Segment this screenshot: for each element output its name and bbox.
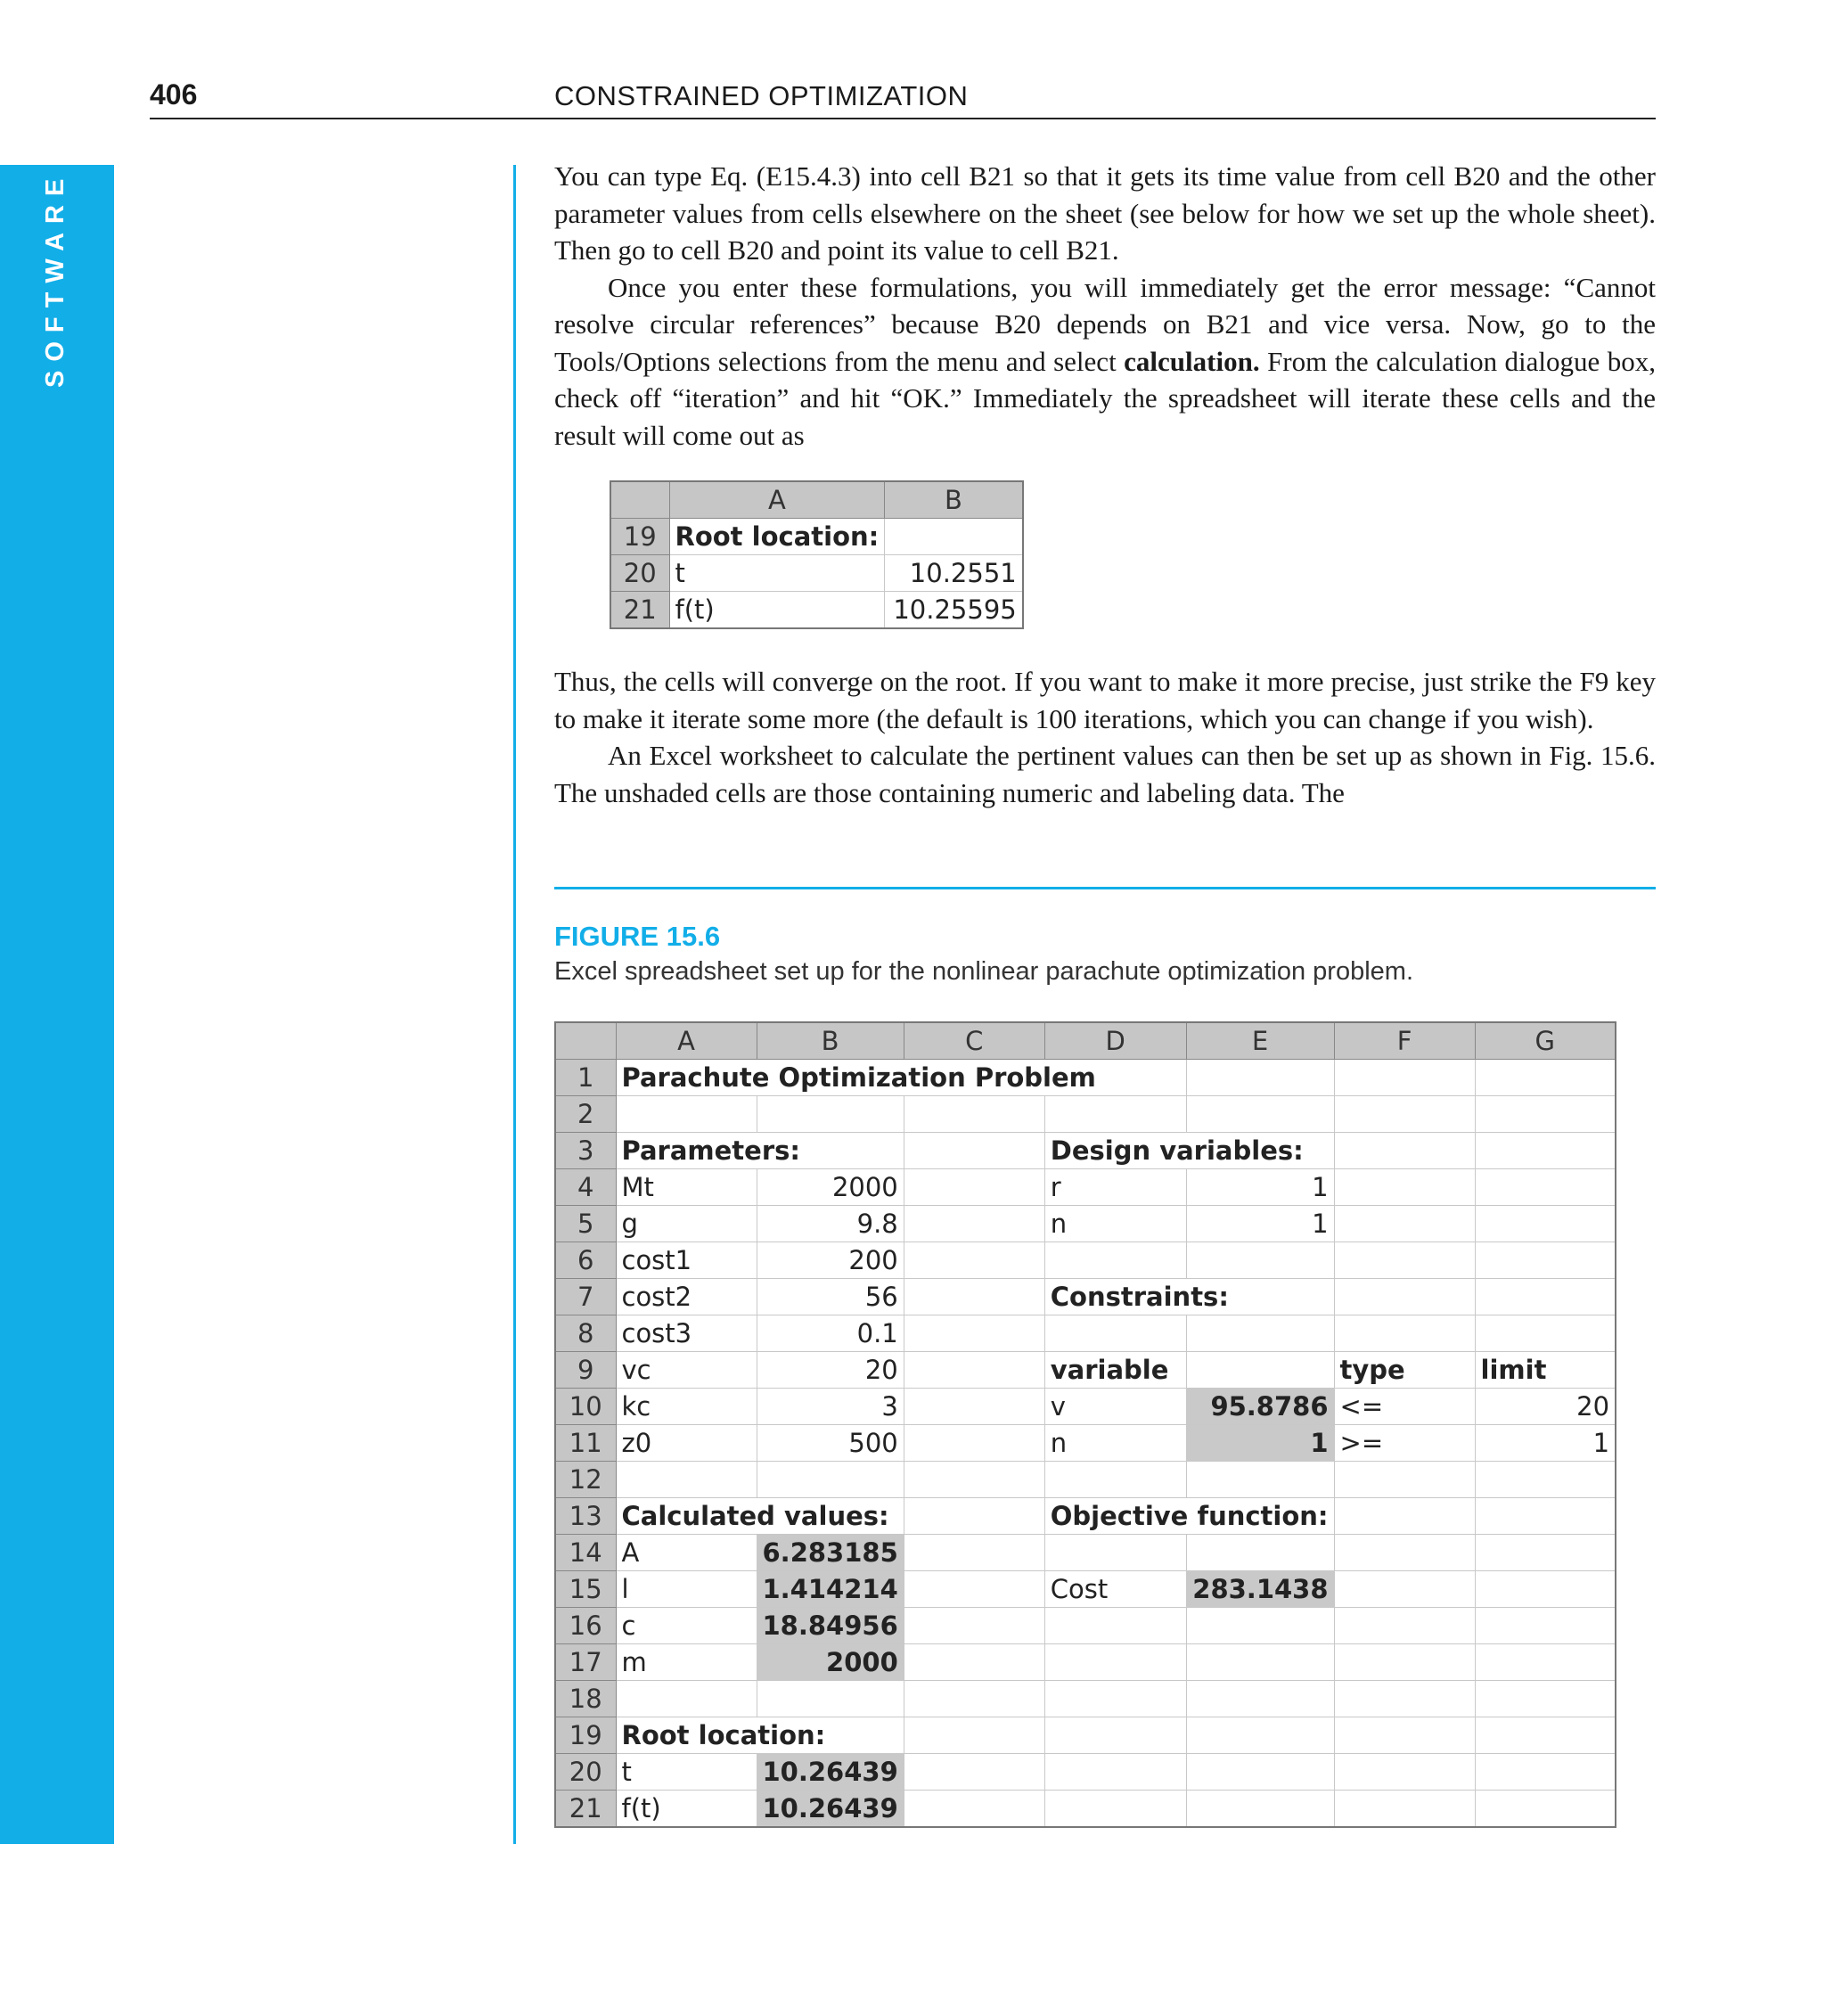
calculated-value: 18.84956 xyxy=(757,1608,904,1644)
cell: c xyxy=(616,1608,757,1644)
cell: vc xyxy=(616,1352,757,1389)
sheet-row xyxy=(555,1608,1616,1644)
column-header: E xyxy=(1186,1022,1334,1060)
cell: 0.1 xyxy=(757,1315,904,1352)
calculated-value: 6.283185 xyxy=(757,1535,904,1571)
root-value: 10.26439 xyxy=(757,1791,904,1828)
cell: m xyxy=(616,1644,757,1681)
figure-label: FIGURE 15.6 xyxy=(554,921,721,952)
cell xyxy=(885,519,1023,555)
row-header: 11 xyxy=(555,1425,616,1462)
row-header: 6 xyxy=(555,1242,616,1279)
cell xyxy=(904,1352,1044,1389)
cell: z0 xyxy=(616,1425,757,1462)
cell: v xyxy=(1044,1389,1186,1425)
cell xyxy=(616,1462,757,1498)
figure-rule xyxy=(554,887,1656,889)
row-header: 21 xyxy=(610,592,669,629)
cell xyxy=(1475,1571,1616,1608)
page-number: 406 xyxy=(150,78,198,111)
cell xyxy=(904,1791,1044,1828)
cell: 20 xyxy=(757,1352,904,1389)
cell: 1 xyxy=(1186,1169,1334,1206)
cell xyxy=(1186,1681,1334,1717)
cell: t xyxy=(616,1754,757,1791)
sheet-row xyxy=(555,1681,1616,1717)
row-header: 8 xyxy=(555,1315,616,1352)
cell xyxy=(1334,1681,1475,1717)
paragraph xyxy=(554,269,1656,455)
cell xyxy=(1186,1608,1334,1644)
row-header: 1 xyxy=(555,1060,616,1096)
cell: Cost xyxy=(1044,1571,1186,1608)
column-header: B xyxy=(757,1022,904,1060)
cell xyxy=(1186,1754,1334,1791)
cell: 3 xyxy=(757,1389,904,1425)
corner-cell xyxy=(610,481,669,519)
cell: 10.25595 xyxy=(885,592,1023,629)
cell xyxy=(757,1681,904,1717)
cell xyxy=(904,1462,1044,1498)
root-location-label: Root location: xyxy=(616,1717,904,1754)
constraints-label: Constraints: xyxy=(1044,1279,1334,1315)
cell xyxy=(1475,1608,1616,1644)
cell xyxy=(1044,1791,1186,1828)
sheet-title: Parachute Optimization Problem xyxy=(616,1060,1186,1096)
constraint-value: 1 xyxy=(1186,1425,1334,1462)
sheet-row xyxy=(555,1133,1616,1169)
cell xyxy=(1334,1791,1475,1828)
row-header: 17 xyxy=(555,1644,616,1681)
cell: >= xyxy=(1334,1425,1475,1462)
cell xyxy=(1475,1279,1616,1315)
cell xyxy=(1475,1498,1616,1535)
cell xyxy=(1334,1462,1475,1498)
cell xyxy=(1334,1315,1475,1352)
cell xyxy=(1334,1644,1475,1681)
sheet-row xyxy=(555,1754,1616,1791)
objective-value: 283.1438 xyxy=(1186,1571,1334,1608)
cell: t xyxy=(669,555,885,592)
cell: 20 xyxy=(1475,1389,1616,1425)
cell xyxy=(1475,1681,1616,1717)
cell xyxy=(1044,1754,1186,1791)
cell: Mt xyxy=(616,1169,757,1206)
sheet-row xyxy=(610,592,1023,629)
row-header: 3 xyxy=(555,1133,616,1169)
column-header: B xyxy=(885,481,1023,519)
row-header: 21 xyxy=(555,1791,616,1828)
cell xyxy=(904,1133,1044,1169)
cell xyxy=(1334,1169,1475,1206)
cell xyxy=(1334,1279,1475,1315)
cell: cost2 xyxy=(616,1279,757,1315)
calculated-values-label: Calculated values: xyxy=(616,1498,904,1535)
cell xyxy=(1186,1315,1334,1352)
cell xyxy=(1044,1315,1186,1352)
cell xyxy=(904,1169,1044,1206)
cell xyxy=(1186,1096,1334,1133)
row-header: 15 xyxy=(555,1571,616,1608)
cell xyxy=(1475,1754,1616,1791)
cell xyxy=(1044,1717,1186,1754)
cell xyxy=(1044,1644,1186,1681)
cell xyxy=(1475,1133,1616,1169)
margin-rule xyxy=(513,165,516,1844)
row-header: 2 xyxy=(555,1096,616,1133)
cell xyxy=(1334,1096,1475,1133)
row-header: 16 xyxy=(555,1608,616,1644)
constraint-header-variable: variable xyxy=(1044,1352,1186,1389)
sheet-row xyxy=(555,1791,1616,1828)
paragraph: You can type Eq. (E15.4.3) into cell B21 so that it gets its time value from cell B20 and the other parameter values from cells elsewhere on the sheet (see below for how we set up the whole sheet). Then go to cell B20 and point its value to cell B21. xyxy=(554,160,1656,266)
cell xyxy=(1044,1681,1186,1717)
cell xyxy=(904,1754,1044,1791)
cell xyxy=(1475,1315,1616,1352)
cell xyxy=(1475,1535,1616,1571)
sheet-row xyxy=(555,1462,1616,1498)
constraint-value: 95.8786 xyxy=(1186,1389,1334,1425)
cell xyxy=(904,1681,1044,1717)
sheet-row xyxy=(555,1206,1616,1242)
cell: cost3 xyxy=(616,1315,757,1352)
cell xyxy=(1475,1169,1616,1206)
objective-function-label: Objective function: xyxy=(1044,1498,1334,1535)
cell xyxy=(904,1717,1044,1754)
constraint-header-limit: limit xyxy=(1475,1352,1616,1389)
small-spreadsheet xyxy=(610,480,1024,629)
sheet-row xyxy=(555,1535,1616,1571)
row-header: 18 xyxy=(555,1681,616,1717)
cell xyxy=(616,1681,757,1717)
cell: f(t) xyxy=(616,1791,757,1828)
cell xyxy=(1334,1060,1475,1096)
sheet-row xyxy=(610,555,1023,592)
sheet-row xyxy=(555,1644,1616,1681)
sheet-row xyxy=(555,1279,1616,1315)
cell xyxy=(904,1389,1044,1425)
cell xyxy=(1186,1717,1334,1754)
body-text-bottom xyxy=(554,663,1656,811)
cell: l xyxy=(616,1571,757,1608)
cell: n xyxy=(1044,1206,1186,1242)
row-header: 7 xyxy=(555,1279,616,1315)
cell xyxy=(1475,1462,1616,1498)
sheet-row xyxy=(555,1352,1616,1389)
cell: 2000 xyxy=(757,1169,904,1206)
sheet-row xyxy=(555,1498,1616,1535)
cell: 56 xyxy=(757,1279,904,1315)
row-header: 12 xyxy=(555,1462,616,1498)
main-spreadsheet xyxy=(554,1021,1616,1828)
row-header: 4 xyxy=(555,1169,616,1206)
cell xyxy=(904,1206,1044,1242)
column-header-row xyxy=(555,1022,1616,1060)
cell xyxy=(1475,1644,1616,1681)
design-variables-label: Design variables: xyxy=(1044,1133,1334,1169)
cell: A xyxy=(616,1535,757,1571)
cell xyxy=(1044,1462,1186,1498)
column-header: F xyxy=(1334,1022,1475,1060)
cell xyxy=(1186,1462,1334,1498)
cell xyxy=(904,1425,1044,1462)
cell xyxy=(904,1644,1044,1681)
column-header: A xyxy=(616,1022,757,1060)
sheet-row xyxy=(555,1389,1616,1425)
running-head: CONSTRAINED OPTIMIZATION xyxy=(554,80,969,111)
cell xyxy=(904,1571,1044,1608)
cell xyxy=(1186,1352,1334,1389)
cell xyxy=(1334,1717,1475,1754)
cell: 200 xyxy=(757,1242,904,1279)
constraint-header-type: type xyxy=(1334,1352,1475,1389)
cell: Root location: xyxy=(669,519,885,555)
paragraph: An Excel worksheet to calculate the pertinent values can then be set up as shown in Fig. 15.6. The unshaded cells are those containing numeric and labeling data. The xyxy=(554,740,1656,808)
cell xyxy=(1334,1608,1475,1644)
sheet-row xyxy=(555,1169,1616,1206)
cell: kc xyxy=(616,1389,757,1425)
cell xyxy=(1475,1717,1616,1754)
sheet-row xyxy=(555,1571,1616,1608)
cell xyxy=(1334,1754,1475,1791)
cell xyxy=(1475,1242,1616,1279)
cell xyxy=(1475,1096,1616,1133)
cell xyxy=(1334,1206,1475,1242)
cell xyxy=(1475,1791,1616,1828)
cell xyxy=(1334,1498,1475,1535)
column-header-row xyxy=(610,481,1023,519)
cell xyxy=(1044,1096,1186,1133)
cell xyxy=(1334,1133,1475,1169)
cell xyxy=(757,1096,904,1133)
calculated-value: 2000 xyxy=(757,1644,904,1681)
row-header: 19 xyxy=(610,519,669,555)
cell xyxy=(904,1315,1044,1352)
cell: <= xyxy=(1334,1389,1475,1425)
parameters-label: Parameters: xyxy=(616,1133,904,1169)
side-bar xyxy=(0,165,114,1844)
figure-caption: Excel spreadsheet set up for the nonlinear parachute optimization problem. xyxy=(554,957,1414,986)
cell xyxy=(1186,1644,1334,1681)
sheet-row xyxy=(555,1242,1616,1279)
row-header: 10 xyxy=(555,1389,616,1425)
row-header: 20 xyxy=(610,555,669,592)
cell xyxy=(1334,1571,1475,1608)
cell: n xyxy=(1044,1425,1186,1462)
sheet-row xyxy=(555,1425,1616,1462)
cell: 1 xyxy=(1186,1206,1334,1242)
cell xyxy=(904,1498,1044,1535)
sheet-row xyxy=(555,1315,1616,1352)
cell: cost1 xyxy=(616,1242,757,1279)
text-run: Once you enter these formulations, you will immediately get the error message: “Cannot resolve circular references” because B20 depends on B21 and vice versa. Now, go to the Tools/Options selections from the menu and select xyxy=(554,271,1656,377)
cell xyxy=(1044,1608,1186,1644)
row-header: 5 xyxy=(555,1206,616,1242)
corner-cell xyxy=(555,1022,616,1060)
row-header: 14 xyxy=(555,1535,616,1571)
cell xyxy=(757,1462,904,1498)
row-header: 9 xyxy=(555,1352,616,1389)
cell xyxy=(904,1608,1044,1644)
column-header: G xyxy=(1475,1022,1616,1060)
cell xyxy=(1044,1535,1186,1571)
sheet-row xyxy=(555,1096,1616,1133)
paragraph: Thus, the cells will converge on the root. If you want to make it more precise, just strike the F9 key to make it iterate some more (the default is 100 iterations, which you can change if you wish). xyxy=(554,666,1656,734)
cell xyxy=(1186,1060,1334,1096)
cell xyxy=(904,1096,1044,1133)
body-text-top xyxy=(554,158,1656,454)
cell xyxy=(904,1242,1044,1279)
sheet-row xyxy=(555,1060,1616,1096)
calculated-value: 1.414214 xyxy=(757,1571,904,1608)
cell: 500 xyxy=(757,1425,904,1462)
cell xyxy=(904,1535,1044,1571)
column-header: A xyxy=(669,481,885,519)
cell xyxy=(1186,1535,1334,1571)
row-header: 13 xyxy=(555,1498,616,1535)
cell xyxy=(1475,1206,1616,1242)
cell xyxy=(1475,1060,1616,1096)
sheet-row xyxy=(610,519,1023,555)
cell: f(t) xyxy=(669,592,885,629)
row-header: 19 xyxy=(555,1717,616,1754)
row-header: 20 xyxy=(555,1754,616,1791)
root-value: 10.26439 xyxy=(757,1754,904,1791)
cell xyxy=(616,1096,757,1133)
cell: r xyxy=(1044,1169,1186,1206)
cell: g xyxy=(616,1206,757,1242)
header-rule xyxy=(150,118,1656,119)
column-header: D xyxy=(1044,1022,1186,1060)
cell xyxy=(1334,1242,1475,1279)
side-label: SOFTWARE xyxy=(41,169,70,388)
bold-term: calculation. xyxy=(1124,345,1260,377)
cell xyxy=(1186,1242,1334,1279)
cell xyxy=(1334,1535,1475,1571)
sheet-row xyxy=(555,1717,1616,1754)
cell: 10.2551 xyxy=(885,555,1023,592)
cell xyxy=(1044,1242,1186,1279)
cell: 1 xyxy=(1475,1425,1616,1462)
cell xyxy=(1186,1791,1334,1828)
text-run: From the calculation dialogue box, check off “iteration” and hit “OK.” Immediately the spreadsheet will iterate these cells and the result will come out as xyxy=(554,345,1657,451)
cell xyxy=(904,1279,1044,1315)
column-header: C xyxy=(904,1022,1044,1060)
cell: 9.8 xyxy=(757,1206,904,1242)
